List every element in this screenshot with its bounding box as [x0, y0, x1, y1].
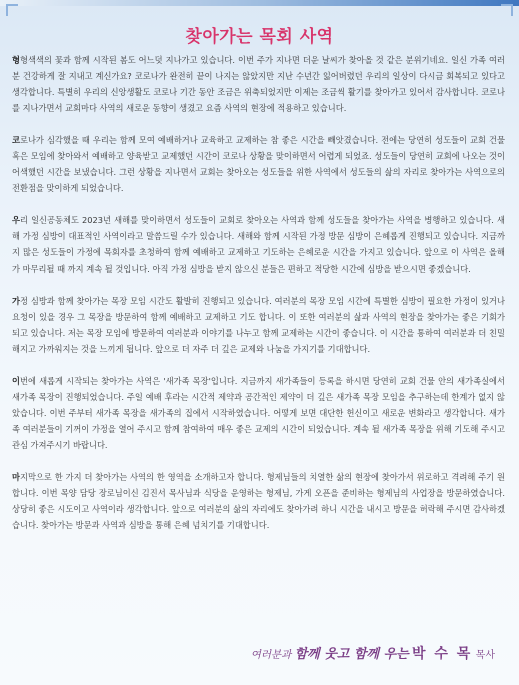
- paragraph-3: [12, 212, 505, 276]
- article-body: [12, 52, 505, 549]
- top-decorative-bar: [0, 0, 519, 6]
- paragraph-5: [12, 373, 505, 453]
- paragraph-text: 리 일신공동체도 2023년 새해를 맞이하면서 성도들이 교회로 찾아오는 사역과 함께 성도들을 찾아가는 사역을 병행하고 있습니다. 새해 가정 심방이 대표적인 사역이라고 말씀드릴 수가 있습니다. 새해와 함께 시작된 가정 방문 심방이 은혜롭게 진행되고 있습니다. 지금까지 많은 성도들이 가정에 목회자를 초청하여 함께 예배하고 교제하고 기도하는 은혜로운 시간을 가지고 있습니다. 앞으로 이 사역은 올해가 마무리될 때 까지 계속 될 것입니다. 아직 가정 심방을 받지 않으신 분들은 편하고 적당한 시간에 심방을 받으시면 좋겠습니다.: [12, 215, 505, 274]
- signature-prefix: 여러분과: [250, 649, 295, 661]
- paragraph-6: [12, 469, 505, 533]
- paragraph-1: [12, 52, 505, 116]
- paragraph-lead-char: 우: [12, 215, 20, 226]
- corner-bracket-left: [6, 4, 18, 16]
- page-title: 찾아가는 목회 사역: [185, 27, 334, 47]
- paragraph-lead-char: 이: [12, 375, 20, 386]
- signature-name: 박 수 목: [412, 646, 473, 662]
- paragraph-lead-char: 가: [12, 295, 20, 306]
- paragraph-lead-char: 코: [12, 135, 20, 146]
- paragraph-text: 번에 새롭게 시작되는 찾아가는 사역은 '새가족 목장'입니다. 지금까지 새가족들이 등록을 하시면 당연히 교회 건물 안의 새가족실에서 새가족 목장이 진행되었습니다. 주일 예배 후라는 시간적 제약과 공간적인 제약이 더 깊은 새가족 목장 모임을 추구하는데 한계가 없지 않았습니다. 이번 주부터 새가족 목장을 새가족의 집에서 시작하였습니다. 어떻게 보면 대단한 헌신이고 새로운 변화라고 생각합니다. 새가족 여러분들이 기꺼이 가정을 열어 주시고 함께 참여하여 매우 좋은 교제의 시간이 되었습니다. 계속 될 새가족 목장을 위해 기도해 주시고 관심 가져주시기 바랍니다.: [12, 375, 505, 450]
- paragraph-text: 지막으로 한 가지 더 찾아가는 사역의 한 영역을 소개하고자 합니다. 형제님들의 치열한 삶의 현장에 찾아가서 위로하고 격려해 주기 원합니다. 이번 목양 담당 장로님이신 김진서 목사님과 식당을 운영하는 형제님, 가게 오픈을 준비하는 형제님의 사업장을 방문하였습니다. 상당히 좋은 시도이고 사역이라 생각합니다. 앞으로 여러분의 삶의 자리에도 찾아가려 하니 시간을 내시고 방문을 허락해 주시면 감사하겠습니다. 찾아가는 방문과 사역과 심방을 통해 은혜 넘치기를 기대합니다.: [12, 471, 505, 531]
- paragraph-text: 형색색의 꽃과 함께 시작된 봄도 어느덧 지나가고 있습니다. 이번 주가 지나면 더운 날씨가 찾아올 것 같은 분위기네요. 일신 가족 여러분 건강하게 잘 지내고 계신가요? 코로나가 완전히 끝이 나지는 않았지만 지난 수년간 잃어버렸던 우리의 일상이 다시금 회복되고 있다고 생각합니다. 특별히 우리의 신앙생활도 코로나 기간 동안 조금은 위축되었지만 이제는 조금씩 활기를 찾아가고 있어서 감사합니다. 코로나를 지나가면서 교회마다 사역의 새로운 동향이 생겼고 요즘 사역의 현장에 적용하고 있습니다.: [12, 55, 505, 114]
- signature: [251, 643, 495, 663]
- paragraph-lead-char: 마: [12, 471, 20, 482]
- corner-bracket-right: [501, 4, 513, 16]
- paragraph-text: 정 심방과 함께 찾아가는 목장 모임 시간도 활발히 진행되고 있습니다. 여러분의 목장 모임 시간에 특별한 심방이 필요한 가정이 있거나 요청이 있을 경우 그 목장을 방문하여 함께 예배하고 교제하고 기도 합니다. 이 또한 여러분의 삶과 사역의 현장을 찾아가는 좋은 기회가 되고 있습니다. 저는 목장 모임에 방문하여 여러분과 이야기를 나누고 함께 교제하는 시간이 좋습니다. 이 시간을 통하여 여러분과 더 친밀해지고 가까워지는 것을 느끼게 됩니다. 앞으로 더 자주 더 깊은 교제와 나눔을 가지기를 기대합니다.: [12, 295, 505, 354]
- signature-role: 목사: [475, 650, 495, 661]
- paragraph-4: [12, 293, 505, 357]
- paragraph-text: 로나가 심각했을 때 우리는 함께 모여 예배하거나 교육하고 교제하는 참 좋은 시간을 빼앗겼습니다. 전에는 당연히 성도들이 교회 건물 혹은 모임에 찾아와서 예배하고 양육받고 교제했던 시간이 코로나 상황을 맞이하면서 어렵게 되었죠. 성도들이 당연히 교회에 나오는 것이 어색했던 시간을 보냈습니다. 그런 상황을 지나면서 교회는 찾아오는 성도들을 위한 사역에서 성도들의 삶의 자리로 찾아가는 사역으로의 전환점을 맞이하게 되었습니다.: [12, 135, 505, 194]
- signature-phrase: 함께 웃고 함께 우는: [294, 647, 409, 662]
- paragraph-lead-char: 형: [12, 55, 20, 65]
- paragraph-2: [12, 132, 505, 196]
